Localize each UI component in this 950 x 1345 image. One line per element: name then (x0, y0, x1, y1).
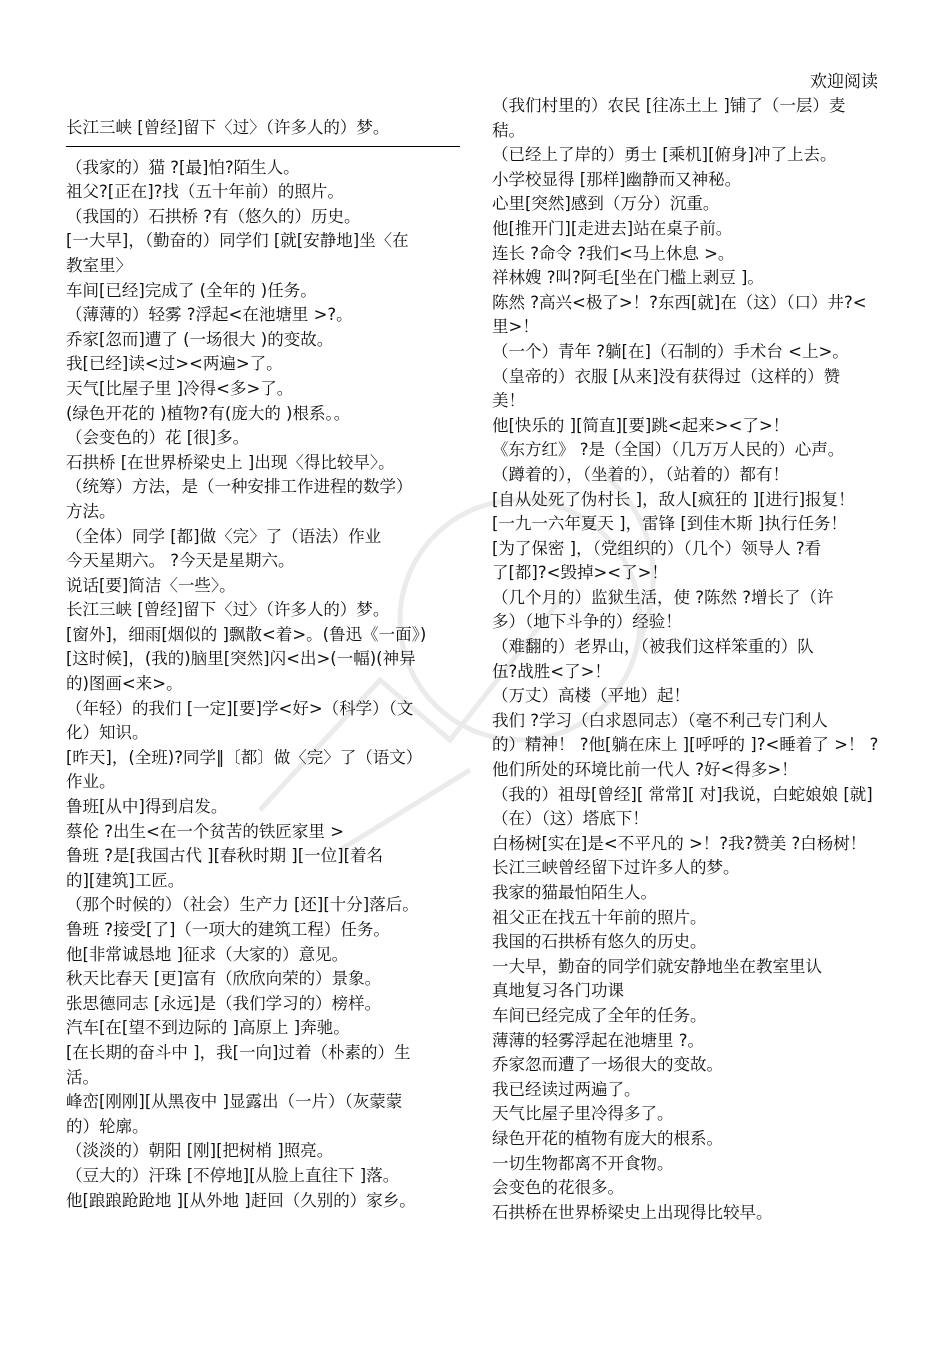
text-line: 一切生物都离不开食物。 (492, 1153, 674, 1173)
text-line: 一大早，勤奋的同学们就安静地坐在教室里认 (492, 956, 822, 976)
text-line: 天气[比屋子里 ]冷得<多>了。 (66, 378, 294, 398)
text-line: 石拱桥在世界桥梁史上出现得比较早。 (492, 1202, 773, 1222)
text-line: （薄薄的）轻雾 ?浮起<在池塘里 >?。 (66, 305, 353, 325)
text-line: （统筹）方法，是（一种安排工作进程的数学） (66, 477, 413, 497)
text-line: [一九一六年夏天 ]，雷锋 [到佳木斯 ]执行任务！ (492, 514, 847, 534)
text-line: 化）知识。 (66, 723, 149, 743)
text-line: [为了保密 ]，（党组织的）（几个）领导人 ?看 (492, 538, 822, 558)
left-column (66, 94, 466, 1213)
text-line: 的][建筑]工匠。 (66, 870, 185, 890)
text-line: 会变色的花很多。 (492, 1178, 624, 1198)
text-line: 多）（地下斗争的）经验！ (492, 612, 682, 632)
text-line: 的)图画<来>。 (66, 674, 183, 694)
text-line: （已经上了岸的）勇士 [乘机][俯身]冲了上去。 (492, 145, 837, 165)
text-line: 的）精神！ ?他[躺在床上 ][呼呼的 ]?<睡着了 >！ ? (492, 735, 879, 755)
text-line: （难翻的）老界山，（被我们这样笨重的）队 (492, 637, 814, 657)
text-line: 伍?战胜<了>！ (492, 661, 611, 681)
text-line: 白杨树[实在]是<不平凡的 >！?我?赞美 ?白杨树！ (492, 833, 867, 853)
text-line: 他们所处的环境比前一代人 ?好<得多>！ (492, 760, 798, 780)
text-line: （年轻）的我们 [一定][要]学<好>（科学）（文 (66, 698, 414, 718)
left-line-list (66, 156, 466, 1214)
text-line: 我已经读过两遍了。 (492, 1079, 641, 1099)
text-line: 车间[已经]完成了 (全年的 )任务。 (66, 280, 317, 300)
text-line: [在长期的奋斗中 ]，我[一向]过着（朴素的）生 (66, 1042, 411, 1062)
text-line: 石拱桥 [在世界桥梁史上 ]出现〈得比较早〉。 (66, 452, 395, 472)
left-title: 长江三峡 [曾经]留下〈过〉（许多人的）梦。 (66, 116, 460, 147)
text-line: （全体）同学 [都]做〈完〉了（语法）作业 (66, 526, 382, 546)
text-line: [一大早]，（勤奋的）同学们 [就[安静地]坐〈在 (66, 231, 409, 251)
text-line: 了[都]?<毁掉><了>！ (492, 563, 668, 583)
text-line: 他[快乐的 ][简直][要]跳<起来><了>！ (492, 415, 790, 435)
text-line: 教室里〉 (66, 255, 132, 275)
text-line: 鲁班 ?接受[了]（一项大的建筑工程）任务。 (66, 920, 390, 939)
text-line: [自从处死了伪村长 ]，敌人[疯狂的 ][进行]报复！ (492, 489, 855, 509)
text-line: 美！ (492, 391, 525, 411)
text-line: 鲁班[从中]得到启发。 (66, 797, 228, 817)
text-line: [昨天]，(全班)?同学‖〔都〕做〈完〉了（语文） (66, 747, 423, 767)
text-line: 活。 (66, 1067, 99, 1087)
text-line: 《东方红》 ?是（全国）（几万万人民的）心声。 (492, 440, 845, 460)
text-line: （蹲着的），（坐着的），（站着的）都有！ (492, 464, 789, 484)
text-line: 秸。 (492, 120, 525, 140)
text-line: 作业。 (66, 772, 116, 792)
text-line: 鲁班 ?是[我国古代 ][春秋时期 ][一位][着名 (66, 846, 384, 866)
text-line: [这时候]，(我的)脑里[突然]闪<出>(一幅)(神异 (66, 649, 416, 669)
right-column (492, 94, 892, 1225)
text-line: 他[非常诚恳地 ]征求（大家的）意见。 (66, 944, 349, 964)
text-line: 蔡伦 ?出生<在一个贫苦的铁匠家里 > (66, 821, 344, 841)
text-line: 说话[要]简洁〈一些〉。 (66, 575, 236, 595)
text-line: 张思德同志 [永远]是（我们学习的）榜样。 (66, 993, 382, 1013)
text-line: 峰峦[刚刚][从黑夜中 ]显露出（一片）（灰蒙蒙 (66, 1092, 403, 1112)
text-line: 今天星期六。 ?今天是星期六。 (66, 551, 295, 571)
text-line: 秋天比春天 [更]富有（欣欣向荣的）景象。 (66, 969, 382, 989)
text-line: 乔家忽而遭了一场很大的变故。 (492, 1055, 723, 1075)
text-line: 陈然 ?高兴<极了>！?东西[就]在（这）（口）井?< (492, 292, 867, 312)
text-line: 心里[突然]感到（万分）沉重。 (492, 194, 720, 214)
text-line: 他[踉踉跄跄地 ][从外地 ]赶回（久别的）家乡。 (66, 1190, 416, 1210)
text-line: (绿色开花的 )植物?有(庞大的 )根系。。 (66, 403, 351, 423)
text-line: （皇帝的）衣服 [从来]没有获得过（这样的）赞 (492, 366, 841, 386)
text-line: 真地复习各门功课 (492, 981, 624, 1001)
text-line: 薄薄的轻雾浮起在池塘里 ?。 (492, 1030, 705, 1050)
text-line: 我们 ?学习（白求恩同志）（毫不利己专门利人 (492, 710, 828, 730)
text-line: 连长 ?命令 ?我们<马上休息 >。 (492, 243, 735, 263)
text-line: 他[推开门][走进去]站在桌子前。 (492, 218, 733, 238)
text-line: （几个月的）监狱生活，使 ?陈然 ?增长了（许 (492, 587, 834, 607)
text-line: 的）轮廓。 (66, 1116, 149, 1136)
text-line: （我国的）石拱桥 ?有（悠久的）历史。 (66, 206, 361, 226)
text-line: （豆大的）汗珠 [不停地][从脸上直往下 ]落。 (66, 1165, 400, 1185)
text-line: （那个时候的）（社会）生产力 [还][十分]落后。 (66, 895, 419, 915)
text-line: [窗外]，细雨[烟似的 ]飘散<着>。(鲁迅《一面》) (66, 624, 427, 644)
text-line: 绿色开花的植物有庞大的根系。 (492, 1128, 723, 1148)
text-line: 里>！ (492, 317, 539, 337)
text-line: 我[已经]读<过><两遍>了。 (66, 354, 283, 374)
text-line: 乔家[忽而]遭了 (一场很大 )的变故。 (66, 329, 334, 349)
text-line: 天气比屋子里冷得多了。 (492, 1104, 674, 1124)
text-line: 长江三峡 [曾经]留下〈过〉（许多人的）梦。 (66, 600, 390, 620)
right-line-list (492, 94, 892, 1225)
text-line: （会变色的）花 [很]多。 (66, 428, 250, 448)
text-line: （我的）祖母[曾经][ 常常][ 对]我说，白蛇娘娘 [就] (492, 784, 873, 804)
text-line: 长江三峡曾经留下过许多人的梦。 (492, 858, 740, 878)
text-line: 祖父正在找五十年前的照片。 (492, 907, 707, 927)
text-line: 祖父?[正在]?找（五十年前）的照片。 (66, 182, 344, 202)
text-line: 方法。 (66, 501, 116, 521)
text-line: 我家的猫最怕陌生人。 (492, 883, 657, 902)
text-line: （万丈）高楼（平地）起！ (492, 686, 690, 706)
text-line: 小学校显得 [那样]幽静而又神秘。 (492, 169, 742, 189)
text-line: （我们村里的）农民 [往冻土上 ]铺了（一层）麦 (492, 96, 846, 115)
text-line: 祥林嫂 ?叫?阿毛[坐在门槛上剥豆 ]。 (492, 268, 764, 288)
text-line: 汽车[在[望不到边际的 ]高原上 ]奔驰。 (66, 1018, 350, 1038)
text-line: （我家的）猫 ?[最]怕?陌生人。 (66, 157, 300, 177)
text-line: 车间已经完成了全年的任务。 (492, 1005, 707, 1025)
text-line: （淡淡的）朝阳 [刚][把树梢 ]照亮。 (66, 1141, 334, 1161)
text-line: （一个）青年 ?躺[在]（石制的）手术台 <上>。 (492, 341, 849, 361)
text-line: 我国的石拱桥有悠久的历史。 (492, 932, 707, 952)
text-line: （在）（这）塔底下！ (492, 809, 649, 829)
header-right-text: 欢迎阅读 (810, 72, 878, 92)
